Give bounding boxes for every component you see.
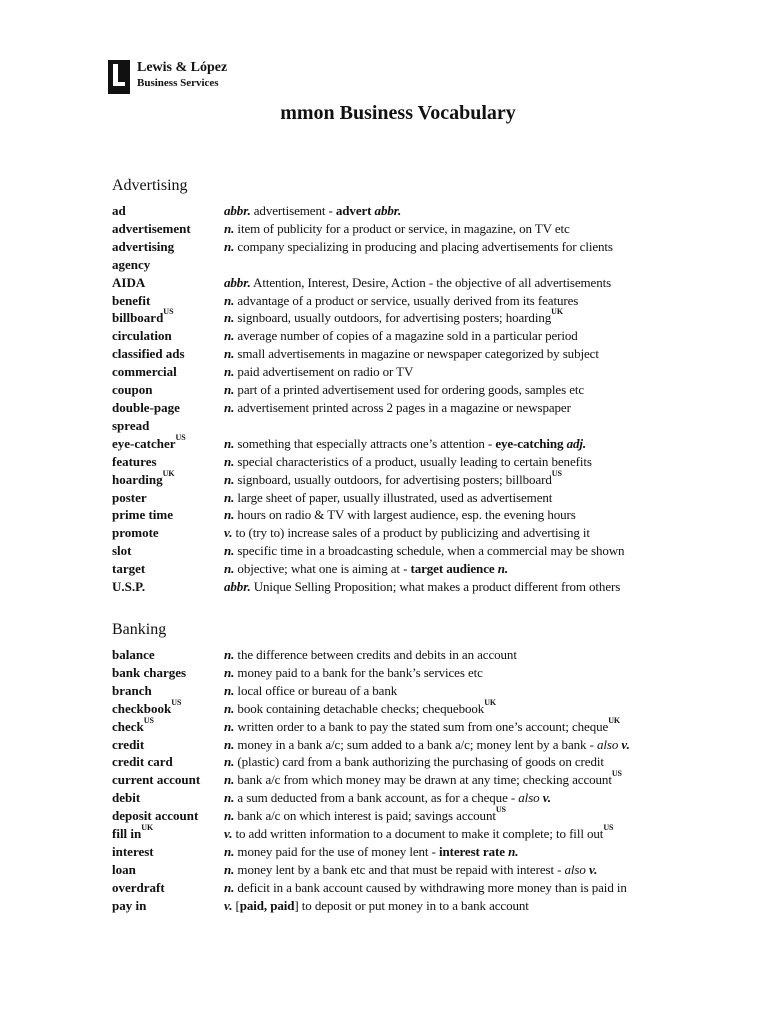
definition-segment: also [518,790,540,806]
definition-segment: n. [224,507,235,523]
definition-segment: paid, paid [239,897,295,913]
definition-segment: abbr. [224,579,251,595]
term-segment: circulation [112,328,172,344]
definition-segment: n. [224,543,235,559]
term-segment: US [143,715,155,725]
definition-segment: UK [551,307,563,317]
vocab-entry [112,578,732,596]
term-segment: AIDA [112,274,146,290]
definition-segment: hours on radio & TV with largest audience, esp. the evening hours [234,507,576,523]
vocab-definition [224,753,732,771]
term-segment: billboard [112,310,164,326]
vocab-term [112,771,224,789]
definition-segment: ] to deposit or put money in to a bank account [294,897,529,913]
vocab-term [112,542,224,560]
vocab-entry [112,506,732,524]
definition-segment: a sum deducted from a bank account, as for a cheque - [234,790,519,806]
definition-segment: money lent by a bank etc and that must be repaid with interest - [234,861,565,877]
definition-segment: n. [224,843,235,859]
vocab-entry [112,256,732,274]
vocab-term [112,417,224,435]
section-advertising [112,174,732,596]
definition-segment: abbr. [374,203,402,218]
definition-segment: n. [508,843,519,859]
vocab-entry [112,843,732,861]
definition-segment: also [596,736,619,752]
definition-segment: n. [224,399,235,415]
term-segment: UK [162,468,175,478]
definition-segment: abbr. [224,203,251,218]
definition-segment: advertisement - [250,203,336,218]
term-segment: coupon [112,382,153,398]
term-segment: prime time [112,507,174,523]
definition-segment: eye-catching [495,435,564,451]
vocab-definition [224,435,732,453]
definition-segment: signboard, usually outdoors, for advertising posters; billboard [234,471,552,487]
definition-segment: special characteristics of a product, usually leading to certain benefits [234,453,592,469]
term-segment: agency [112,256,151,272]
vocab-entry [112,664,732,682]
definition-segment: company specializing in producing and placing advertisements for clients [234,238,613,254]
term-segment: pay in [112,897,147,913]
vocab-entry [112,861,732,879]
vocab-entry [112,468,732,489]
vocab-definition [224,468,732,489]
vocab-definition [224,220,732,238]
term-segment: advertising [112,238,175,254]
vocab-entry [112,771,732,789]
term-segment: fill in [112,826,142,842]
definition-segment: book containing detachable checks; chequebook [234,700,485,716]
definition-segment: US [551,468,562,478]
vocab-definition [224,879,732,897]
vocab-entry [112,220,732,238]
vocab-definition [224,489,732,507]
definition-segment: average number of copies of a magazine sold in a particular period [234,328,578,344]
term-segment: slot [112,543,132,559]
vocab-entry [112,327,732,345]
vocab-term [112,345,224,363]
vocab-entry [112,432,732,453]
vocab-definition [224,453,732,471]
term-segment: balance [112,647,155,662]
vocab-term [112,274,224,292]
vocab-definition [224,309,732,327]
term-segment: checkbook [112,700,172,716]
definition-segment: (plastic) card from a bank authorizing the purchasing of goods on credit [234,754,604,770]
vocab-term [112,238,224,256]
vocab-definition [224,256,732,274]
vocab-definition [224,202,732,220]
definition-segment: specific time in a broadcasting schedule, when a commercial may be shown [234,543,625,559]
vocab-definition [224,789,732,807]
vocab-entry [112,202,732,220]
vocab-definition [224,327,732,345]
vocab-term [112,578,224,596]
vocab-definition [224,542,732,560]
vocab-definition [224,825,732,843]
vocab-entry [112,399,732,417]
definition-segment: [ [232,897,240,913]
section-title: Banking [112,621,167,638]
definition-segment: n. [224,453,235,469]
vocab-term [112,560,224,578]
term-segment: US [175,432,186,442]
vocab-term [112,468,224,489]
vocab-definition [224,736,732,754]
definition-segment: small advertisements in magazine or newspaper categorized by subject [234,346,599,362]
term-segment: current account [112,772,201,788]
vocab-definition [224,381,732,399]
vocab-entry [112,309,732,327]
term-segment: advertisement [112,220,191,236]
definition-segment: n. [224,754,235,770]
vocab-term [112,202,224,220]
vocab-entry [112,274,732,292]
vocab-entry [112,381,732,399]
vocab-term [112,879,224,897]
vocab-term [112,646,224,664]
definition-segment: v. [224,525,233,541]
definition-segment: n. [224,238,235,254]
brand-name: Lewis & López [137,60,228,75]
term-segment: UK [141,823,154,833]
definition-segment: n. [224,772,235,788]
vocab-term [112,753,224,771]
vocab-definition [224,646,732,664]
vocab-definition [224,524,732,542]
term-segment: ad [112,203,126,218]
definition-segment: written order to a bank to pay the stated sum from one’s account; cheque [234,718,609,734]
definition-segment: n. [224,808,235,824]
definition-segment: n. [224,310,235,326]
definition-segment: n. [224,736,235,752]
definition-segment: abbr. [224,274,251,290]
definition-segment: also [564,861,586,877]
definition-segment: UK [608,715,621,725]
definition-segment: local office or bureau of a bank [234,682,398,698]
vocab-term [112,825,224,843]
definition-segment: n. [497,561,508,577]
definition-segment: v. [542,790,552,806]
definition-segment: interest rate [438,843,505,859]
definition-segment: paid advertisement on radio or TV [234,364,414,380]
definition-segment: n. [224,346,235,362]
term-segment: U.S.P. [112,579,146,595]
term-segment: target [112,561,146,577]
definition-segment: n. [224,561,235,577]
vocab-definition [224,363,732,381]
term-segment: promote [112,525,159,541]
entry-list [112,202,732,596]
definition-segment: something that especially attracts one’s attention - [234,435,496,451]
logo-mark-icon [108,60,130,94]
vocab-term [112,453,224,471]
definition-segment: money paid to a bank for the bank’s services etc [234,664,483,680]
vocab-term [112,697,224,718]
vocab-term [112,682,224,700]
definition-segment: to add written information to a document to make it complete; to fill out [232,826,604,842]
definition-segment: money in a bank a/c; sum added to a bank a/c; money lent by a bank - [234,736,597,752]
definition-segment: adj. [566,435,587,451]
vocab-definition [224,399,732,417]
vocab-entry [112,542,732,560]
term-segment: overdraft [112,879,165,895]
vocab-definition [224,715,732,736]
vocab-term [112,736,224,754]
vocab-term [112,715,224,736]
term-segment: features [112,453,157,469]
vocab-term [112,399,224,417]
definition-segment: objective; what one is aiming at - [234,561,411,577]
vocab-entry [112,489,732,507]
term-segment: spread [112,417,150,433]
vocab-entry [112,417,732,435]
definition-segment: n. [224,718,235,734]
vocab-entry [112,363,732,381]
term-segment: benefit [112,292,151,308]
section-title: Advertising [112,177,188,194]
definition-segment: Attention, Interest, Desire, Action - the objective of all advertisements [250,274,612,290]
definition-segment: n. [224,489,235,505]
vocab-term [112,789,224,807]
vocab-definition [224,697,732,718]
definition-segment: to (try to) increase sales of a product by publicizing and advertising it [232,525,590,541]
definition-segment: money paid for the use of money lent - [234,843,439,859]
vocab-term [112,309,224,327]
term-segment: commercial [112,364,177,380]
definition-segment: v. [621,736,630,752]
definition-segment: deficit in a bank account caused by withdrawing more money than is paid in [234,879,627,895]
vocab-entry [112,560,732,578]
vocab-entry [112,292,732,310]
vocab-definition [224,861,732,879]
vocab-term [112,363,224,381]
vocab-entry [112,753,732,771]
definition-segment: n. [224,790,235,806]
term-segment: credit card [112,754,173,770]
definition-segment: n. [224,220,235,236]
vocab-definition [224,682,732,700]
vocab-definition [224,578,732,596]
definition-segment: n. [224,664,235,680]
definition-segment: the difference between credits and debits in an account [234,647,517,662]
vocab-entry [112,715,732,736]
definition-segment: advantage of a product or service, usually derived from its features [234,292,579,308]
definition-segment: n. [224,328,235,344]
definition-segment: v. [224,826,233,842]
vocab-entry [112,825,732,843]
definition-segment: US [495,805,506,815]
vocab-term [112,861,224,879]
definition-segment: item of publicity for a product or service, in magazine, on TV etc [234,220,570,236]
term-segment: classified ads [112,346,185,362]
vocab-term [112,897,224,915]
vocab-term [112,432,224,453]
vocab-definition [224,897,732,915]
definition-segment: advertisement printed across 2 pages in a magazine or newspaper [234,399,571,415]
definition-segment: US [603,823,614,833]
vocab-definition [224,292,732,310]
definition-segment: n. [224,292,235,308]
vocab-definition [224,506,732,524]
definition-segment: n. [224,700,235,716]
definition-segment: n. [224,647,235,662]
definition-segment: large sheet of paper, usually illustrated, used as advertisement [234,489,553,505]
definition-segment: Unique Selling Proposition; what makes a product different from others [250,579,621,595]
definition-segment: n. [224,471,235,487]
vocab-term [112,256,224,274]
vocab-entry [112,682,732,700]
definition-segment: advert [335,203,372,218]
vocab-term [112,807,224,825]
vocab-definition [224,807,732,825]
vocab-entry [112,897,732,915]
definition-segment: signboard, usually outdoors, for advertising posters; hoarding [234,310,552,326]
term-segment: loan [112,861,136,877]
term-segment: debit [112,790,141,806]
page-title: mmon Business Vocabulary [280,102,516,124]
term-segment: double-page [112,399,180,415]
vocab-definition [224,771,732,789]
vocab-term [112,327,224,345]
vocab-term [112,506,224,524]
term-segment: interest [112,843,154,859]
definition-segment: v. [224,897,233,913]
term-segment: deposit account [112,808,199,824]
definition-segment: US [611,769,622,779]
definition-segment: UK [484,697,496,707]
vocab-entry [112,697,732,718]
vocab-term [112,664,224,682]
vocab-term [112,220,224,238]
vocab-entry [112,879,732,897]
vocab-term [112,524,224,542]
term-segment: bank charges [112,664,187,680]
vocab-entry [112,453,732,471]
definition-segment: n. [224,879,235,895]
definition-segment: n. [224,682,235,698]
term-segment: branch [112,682,152,698]
definition-segment: n. [224,364,235,380]
vocab-entry [112,646,732,664]
section-banking [112,618,732,915]
vocab-term [112,489,224,507]
definition-segment: part of a printed advertisement used for ordering goods, samples etc [234,382,585,398]
vocab-definition [224,417,732,435]
definition-segment: target audience [410,561,495,577]
definition-segment: bank a/c on which interest is paid; savings account [234,808,496,824]
vocab-entry [112,238,732,256]
term-segment: poster [112,489,147,505]
term-segment: hoarding [112,471,163,487]
definition-segment: n. [224,382,235,398]
vocab-entry [112,524,732,542]
term-segment: check [112,718,144,734]
definition-segment: v. [588,861,598,877]
vocab-definition [224,238,732,256]
brand-subtitle: Business Services [137,77,219,89]
vocab-definition [224,274,732,292]
vocab-term [112,843,224,861]
definition-segment: n. [224,861,235,877]
definition-segment: n. [224,435,235,451]
vocab-definition [224,664,732,682]
definition-segment: bank a/c from which money may be drawn at any time; checking account [234,772,612,788]
vocab-entry [112,789,732,807]
entry-list [112,646,732,915]
vocab-definition [224,560,732,578]
term-segment: credit [112,736,145,752]
term-segment: US [163,307,174,317]
term-segment: eye-catcher [112,435,176,451]
vocab-term [112,381,224,399]
vocab-entry [112,736,732,754]
vocab-entry [112,345,732,363]
vocab-definition [224,345,732,363]
term-segment: US [171,697,182,707]
vocab-entry [112,807,732,825]
vocab-definition [224,843,732,861]
